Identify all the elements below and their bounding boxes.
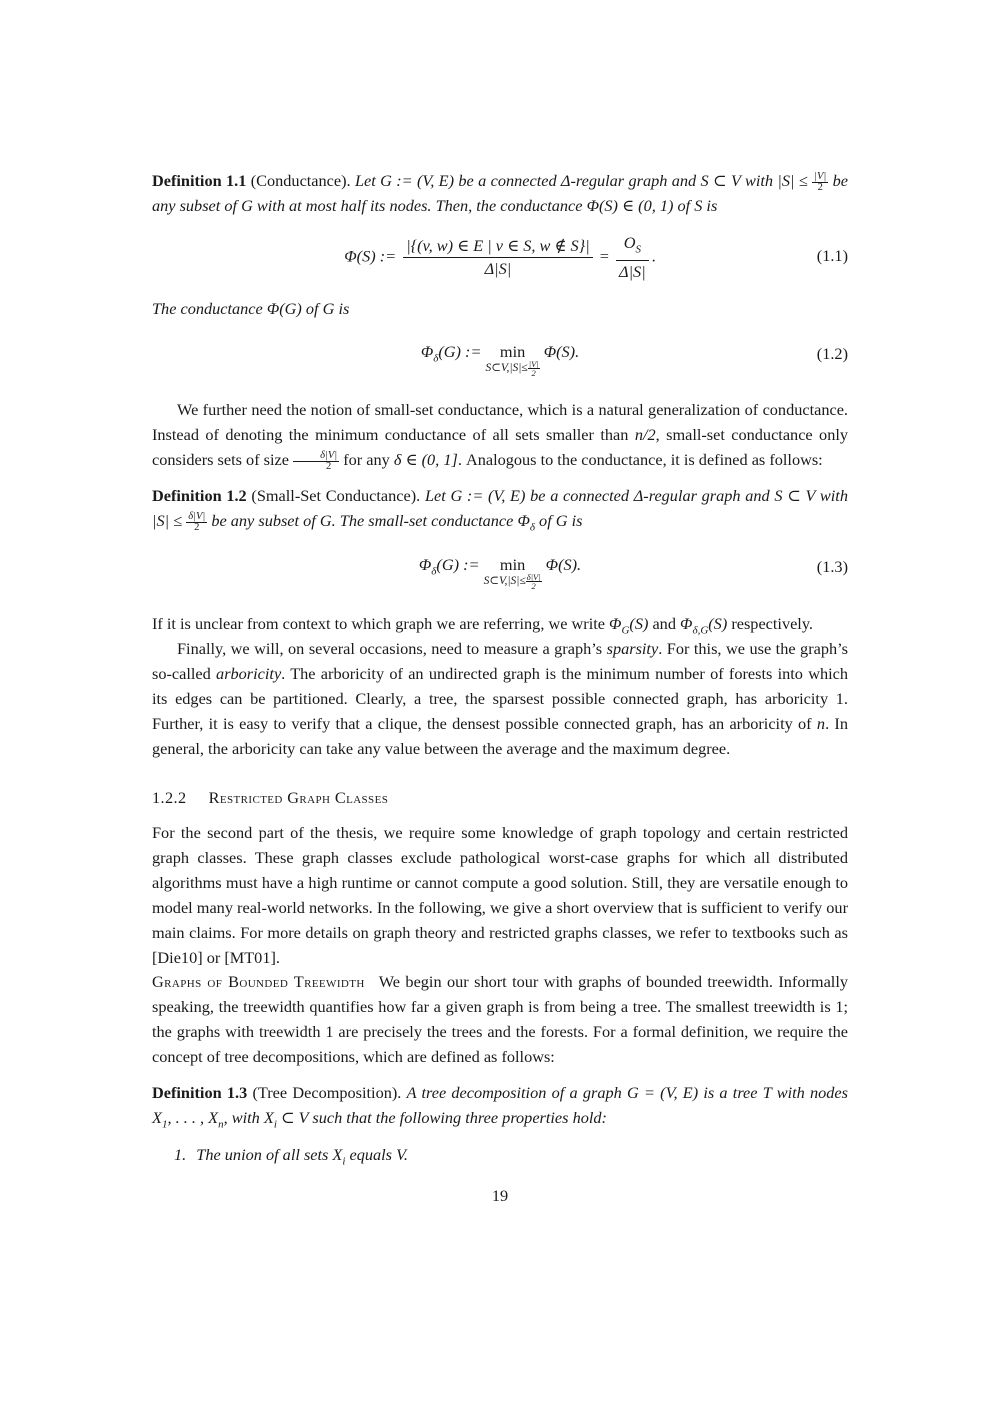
math-inline: δ ∈ (0, 1] <box>393 450 458 469</box>
definition-1-3 <box>152 1080 848 1137</box>
fraction-numerator <box>616 232 649 261</box>
paragraph-treewidth <box>152 969 848 1069</box>
phi-symbol: Φ <box>680 614 693 633</box>
definition-text-part: be any subset of G. The small-set conductance Φ <box>211 511 530 530</box>
definition-label: Definition 1.3 <box>152 1083 248 1102</box>
definition-text: Let G := (V, E) be a connected Δ-regular graph and S ⊂ V with |S| ≤ <box>354 171 808 190</box>
fraction-numerator: δ|V| <box>526 572 541 582</box>
definition-text <box>211 511 583 534</box>
equation-number: (1.3) <box>816 557 848 576</box>
definition-name: (Conductance). <box>250 171 351 190</box>
fraction <box>616 232 649 283</box>
fraction-denominator: 2 <box>531 581 536 591</box>
paragraph-text: . Analogous to the conductance, it is defined as follows: <box>457 450 823 469</box>
paragraph-text: and <box>648 614 681 633</box>
definition-name: (Tree Decomposition). <box>252 1083 402 1102</box>
emphasis: sparsity <box>606 639 659 658</box>
paragraph-text: Finally, we will, on several occasions, need to measure a graph’s <box>177 639 607 658</box>
math-inline <box>680 614 728 637</box>
math-inline <box>609 614 649 637</box>
math-tail: (S) <box>708 614 728 633</box>
subscript: δ <box>431 565 437 578</box>
definition-text: be any subset of G with at most half its nodes. Then, the conductance Φ(S) ∈ (0, 1) of S is <box>152 171 849 215</box>
subscript: δ,G <box>692 624 709 637</box>
fraction <box>186 512 207 533</box>
equation-number: (1.2) <box>816 344 848 363</box>
paragraph-small-set <box>152 397 848 472</box>
equation-1-3 <box>152 555 848 615</box>
subscript: i <box>342 1155 346 1168</box>
definition-text-part: , . . . , X <box>167 1108 219 1127</box>
fraction <box>403 235 592 280</box>
list-item-text-part: The union of all sets X <box>196 1145 343 1164</box>
subscript: S <box>635 243 641 256</box>
paragraph-text: If it is unclear from context to which graph we are referring, we write <box>152 614 610 633</box>
paragraph-text: for any <box>339 450 394 469</box>
paragraph-text: respectively. <box>727 614 813 633</box>
paragraph-text: We further need the notion of small-set conductance, which is a natural generalization of conductance. Instead of denoting the minimum conductance of all sets smaller than <box>152 400 848 444</box>
math-inline: |S| ≤ <box>152 511 183 530</box>
math-inline: n/2 <box>634 425 656 444</box>
paragraph-text: . For this, we use the graph’s so-called <box>152 639 848 683</box>
fraction-numerator: δ|V| <box>188 510 206 522</box>
list-item <box>174 1142 848 1174</box>
definition-label: Definition 1.2 <box>152 486 247 505</box>
section-number: 1.2.2 <box>152 788 187 807</box>
math-inline: n <box>816 714 826 733</box>
fraction-numerator: |V| <box>814 170 827 182</box>
page-number: 19 <box>491 1186 509 1205</box>
equation-rhs: Φ(S). <box>545 555 582 574</box>
subscript-text: S⊂V,|S|≤ <box>483 575 526 588</box>
lhs-tail: (G) := <box>438 342 482 361</box>
emphasis: arboricity <box>216 664 282 683</box>
math-tail: (S) <box>629 614 649 633</box>
fraction-numerator: |V| <box>528 359 539 369</box>
equation-lhs: Φ(S) := <box>344 246 397 266</box>
paragraph-text: , small-set conductance only considers sets of size <box>152 425 848 469</box>
definition-name: (Small-Set Conductance). <box>251 486 421 505</box>
period: . <box>651 246 656 266</box>
phi-symbol: Φ <box>420 342 434 361</box>
paragraph-text: We begin our short tour with graphs of bounded treewidth. Informally speaking, the treewidth quantifies how far a given graph is from being a tree. The smallest treewidth is 1; the graphs with treewidth 1 are precisely the trees and the forests. For a formal definition, we require the concept of tree decompositions, which are defined as follows: <box>152 972 848 1066</box>
equation-rhs: Φ(S). <box>543 342 580 361</box>
min-subscript <box>486 360 540 377</box>
phi-symbol: Φ <box>609 614 622 633</box>
fraction-numerator: |{(v, w) ∈ E | v ∈ S, w ∉ S}| <box>403 235 592 258</box>
equation-1-2 <box>152 342 848 402</box>
paragraph-text: For the second part of the thesis, we require some knowledge of graph topology and certain restricted graph classes. These graph classes exclude pathological worst-case graphs for which all distributed algorithms must have a high runtime or cannot compute a good solution. Still, they are versatile enough to model many real-world networks. In the following, we give a short overview that is sufficient to verify our main claims. For more details on graph theory and restricted graphs classes, we refer to textbooks such as [Die10] or [MT01]. <box>152 823 848 967</box>
equation-lhs <box>420 342 482 365</box>
list-marker: 1. <box>174 1145 187 1164</box>
o-symbol: O <box>623 233 636 252</box>
fraction-denominator: Δ|S| <box>619 262 646 282</box>
phi-symbol: Φ <box>418 555 432 574</box>
paragraph-heading: Graphs of Bounded Treewidth <box>152 972 365 991</box>
equation-1-1 <box>152 232 848 292</box>
definition-text-part: ⊂ V such that the following three properties hold: <box>276 1108 607 1127</box>
min-operator <box>484 555 542 590</box>
definition-text: Let G := (V, E) be a connected Δ-regular graph and S ⊂ V with <box>424 486 848 505</box>
list-item-text-part: equals V. <box>345 1145 409 1164</box>
subscript: 1 <box>161 1118 168 1131</box>
min-label: min <box>499 555 526 574</box>
equation-lhs <box>418 555 480 578</box>
paragraph-text: . In general, the arboricity can take any value between the average and the maximum degree. <box>152 714 848 758</box>
lhs-tail: (G) := <box>436 555 480 574</box>
definition-1-1 <box>152 168 848 218</box>
conductance-statement <box>152 296 848 321</box>
definition-text-part: A tree decomposition of a graph G = (V, E) is a tree T with nodes X <box>152 1083 848 1127</box>
subscript: δ <box>433 352 439 365</box>
subscript: G <box>621 624 630 637</box>
list-item-text <box>196 1145 409 1168</box>
fraction-numerator: δ|V| <box>293 451 339 462</box>
min-label: min <box>499 342 526 361</box>
fraction-denominator: 2 <box>325 460 332 472</box>
subscript-text: S⊂V,|S|≤ <box>485 362 528 375</box>
equation-number: (1.1) <box>816 246 848 265</box>
fraction <box>293 451 339 472</box>
definition-label: Definition 1.1 <box>152 171 247 190</box>
subscript: δ <box>529 521 535 534</box>
paragraph-text: . The arboricity of an undirected graph is the minimum number of forests into which its edges can be partitioned. Clearly, a tree, the sparsest possible connected graph, has arboricity 1. Further, it is easy to verify that a clique, the densest possible connected graph, has an arboricity of <box>152 664 848 733</box>
section-heading <box>152 785 848 810</box>
fraction <box>526 573 542 590</box>
fraction-denominator: 2 <box>817 181 823 193</box>
definition-1-2 <box>152 483 848 540</box>
section-title: Restricted Graph Classes <box>208 788 389 807</box>
paragraph-arboricity <box>152 636 848 761</box>
fraction <box>528 360 540 377</box>
statement-text: The conductance Φ(G) of G is <box>152 299 350 318</box>
fraction-denominator: Δ|S| <box>484 259 512 279</box>
fraction-denominator: 2 <box>531 368 536 378</box>
equals-sign: = <box>599 246 609 266</box>
definition-text-part: of G is <box>534 511 583 530</box>
paragraph-restricted-classes <box>152 820 848 970</box>
definition-text-part: , with X <box>223 1108 274 1127</box>
min-operator <box>486 342 540 377</box>
min-subscript <box>484 573 542 590</box>
subscript: n <box>218 1118 224 1131</box>
fraction-denominator: 2 <box>194 521 200 533</box>
subscript: i <box>273 1118 277 1131</box>
fraction <box>812 172 828 193</box>
